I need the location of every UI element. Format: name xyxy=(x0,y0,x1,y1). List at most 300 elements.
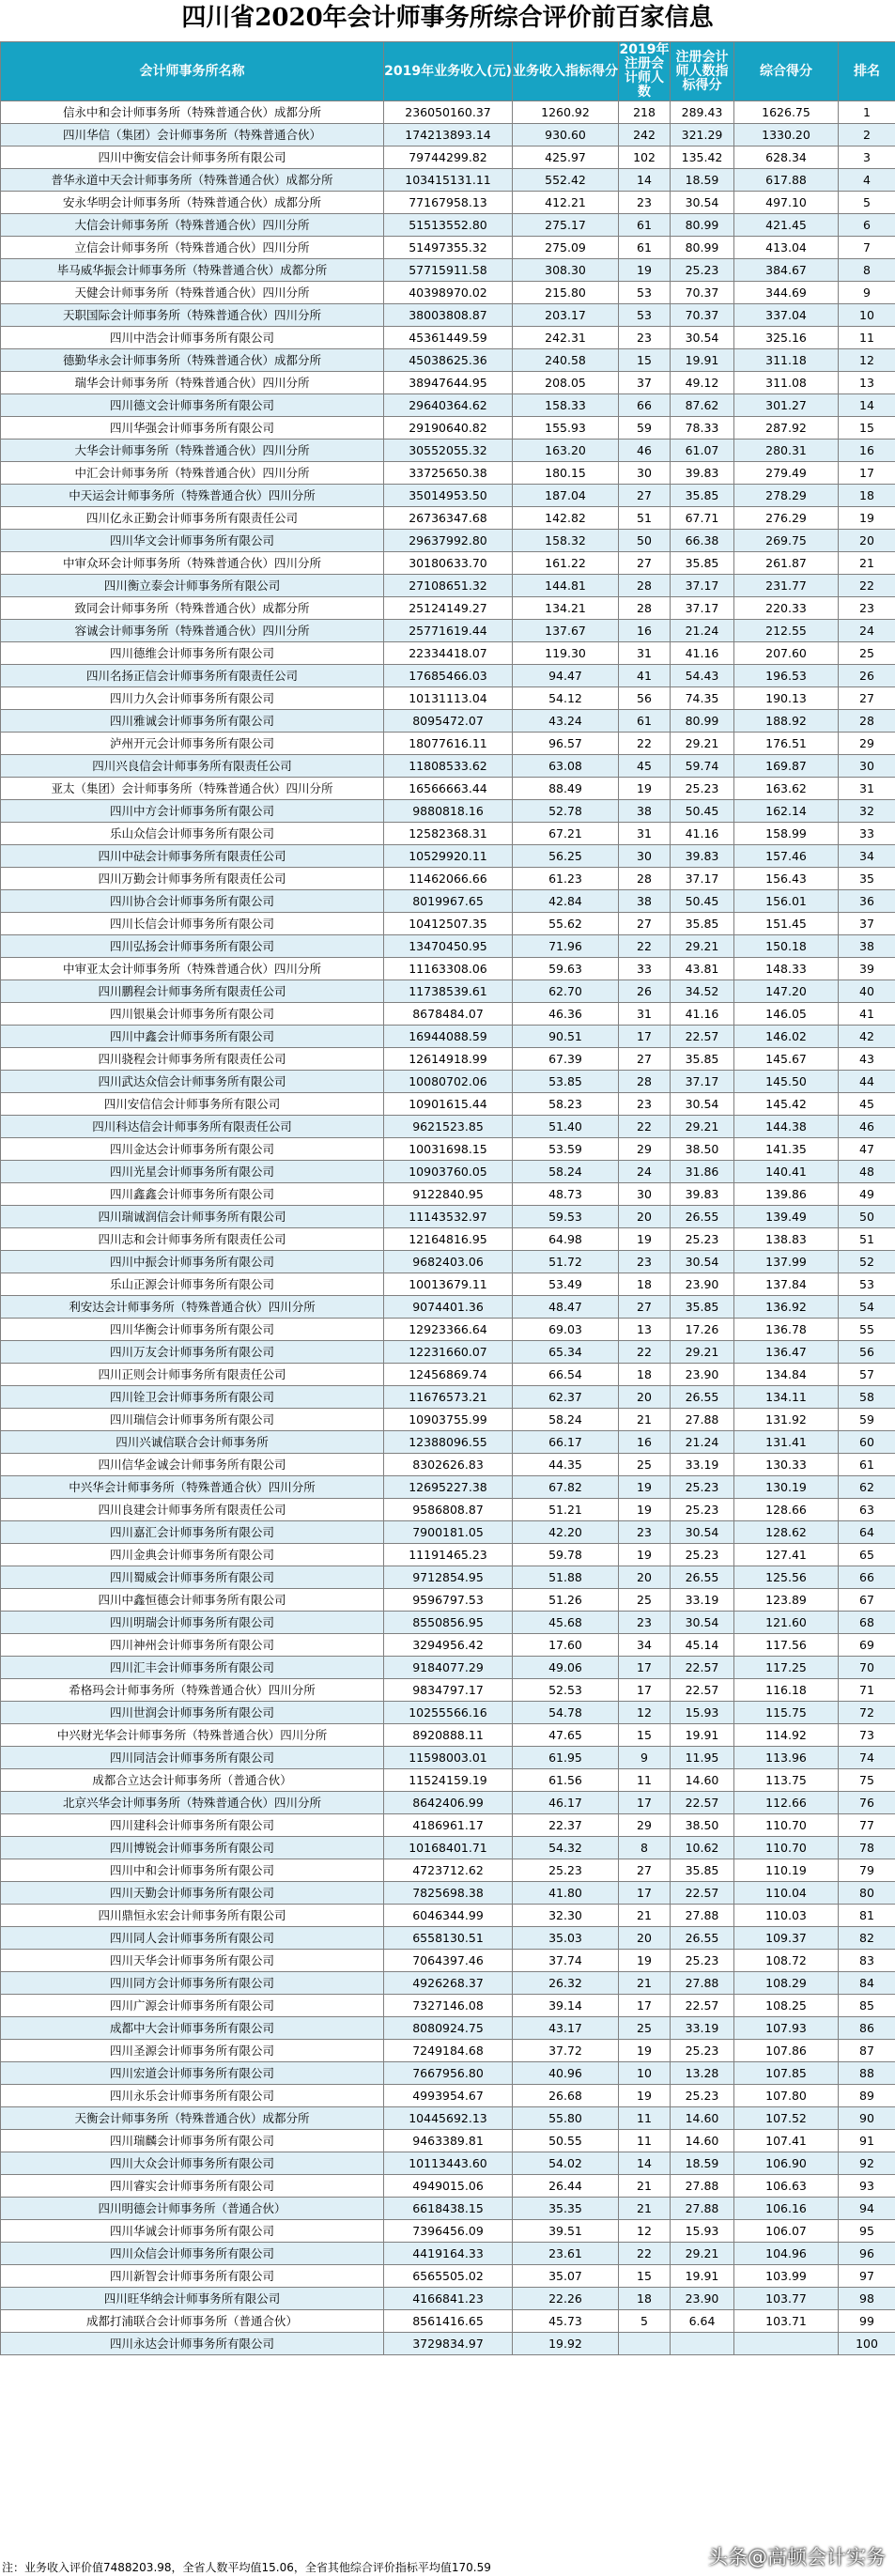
cell-cpa-score: 29.21 xyxy=(671,1341,734,1364)
cell-revenue: 25771619.44 xyxy=(384,620,513,642)
table-row xyxy=(1,1431,895,1454)
cell-rank: 34 xyxy=(839,845,895,868)
cell-cpa-count: 19 xyxy=(619,1499,671,1521)
column-header-revenue: 2019年业务收入(元) xyxy=(384,42,513,101)
cell-rank: 28 xyxy=(839,710,895,733)
cell-revenue-score: 54.12 xyxy=(513,687,619,710)
cell-firm-name: 四川骁程会计师事务所有限责任公司 xyxy=(1,1048,384,1071)
cell-revenue-score: 69.03 xyxy=(513,1319,619,1341)
cell-cpa-count: 13 xyxy=(619,1319,671,1341)
table-row xyxy=(1,1972,895,1995)
table-row xyxy=(1,440,895,462)
cell-revenue-score: 26.68 xyxy=(513,2085,619,2107)
cell-total-score: 123.89 xyxy=(734,1589,839,1612)
cell-revenue-score: 40.96 xyxy=(513,2062,619,2085)
cell-revenue: 10412507.35 xyxy=(384,913,513,935)
cell-rank: 41 xyxy=(839,1003,895,1026)
cell-revenue-score: 308.30 xyxy=(513,259,619,282)
cell-cpa-count: 19 xyxy=(619,2085,671,2107)
cell-revenue: 26736347.68 xyxy=(384,507,513,530)
cell-revenue-score: 275.09 xyxy=(513,237,619,259)
cell-cpa-score: 321.29 xyxy=(671,124,734,147)
cell-firm-name: 四川银巢会计师事务所有限公司 xyxy=(1,1003,384,1026)
table-body xyxy=(1,101,895,2355)
cell-firm-name: 四川明瑞会计师事务所有限公司 xyxy=(1,1612,384,1634)
cell-rank: 16 xyxy=(839,440,895,462)
cell-total-score: 196.53 xyxy=(734,665,839,687)
cell-total-score: 212.55 xyxy=(734,620,839,642)
table-row xyxy=(1,642,895,665)
cell-revenue: 77167958.13 xyxy=(384,192,513,214)
cell-total-score: 110.70 xyxy=(734,1837,839,1859)
cell-revenue: 9586808.87 xyxy=(384,1499,513,1521)
table-row xyxy=(1,2198,895,2220)
cell-rank: 69 xyxy=(839,1634,895,1657)
cell-firm-name: 四川永达会计师事务所有限公司 xyxy=(1,2333,384,2355)
cell-firm-name: 四川协合会计师事务所有限公司 xyxy=(1,890,384,913)
cell-revenue: 9834797.17 xyxy=(384,1679,513,1702)
cell-revenue: 13470450.95 xyxy=(384,935,513,958)
cell-revenue: 12695227.38 xyxy=(384,1476,513,1499)
cell-total-score: 127.41 xyxy=(734,1544,839,1566)
cell-revenue-score: 56.25 xyxy=(513,845,619,868)
document-title: 四川省2020年会计师事务所综合评价前百家信息 xyxy=(181,4,714,32)
cell-cpa-count: 21 xyxy=(619,2198,671,2220)
cell-cpa-score: 19.91 xyxy=(671,2265,734,2288)
cell-revenue: 30552055.32 xyxy=(384,440,513,462)
cell-total-score: 110.70 xyxy=(734,1814,839,1837)
cell-revenue: 10445692.13 xyxy=(384,2107,513,2130)
cell-cpa-count: 53 xyxy=(619,282,671,304)
cell-revenue-score: 51.40 xyxy=(513,1116,619,1138)
cell-firm-name: 四川华诚会计师事务所有限公司 xyxy=(1,2220,384,2243)
cell-revenue: 30180633.70 xyxy=(384,552,513,575)
table-row xyxy=(1,2265,895,2288)
cell-total-score: 207.60 xyxy=(734,642,839,665)
cell-rank: 59 xyxy=(839,1409,895,1431)
cell-total-score: 131.92 xyxy=(734,1409,839,1431)
table-row xyxy=(1,2130,895,2152)
cell-revenue-score: 94.47 xyxy=(513,665,619,687)
cell-total-score: 287.92 xyxy=(734,417,839,440)
cell-revenue-score: 51.21 xyxy=(513,1499,619,1521)
cell-cpa-count: 30 xyxy=(619,845,671,868)
cell-rank: 83 xyxy=(839,1950,895,1972)
table-row xyxy=(1,1071,895,1093)
cell-rank: 62 xyxy=(839,1476,895,1499)
cell-cpa-score: 22.57 xyxy=(671,1882,734,1905)
cell-revenue-score: 187.04 xyxy=(513,485,619,507)
cell-revenue-score: 35.35 xyxy=(513,2198,619,2220)
cell-cpa-count: 28 xyxy=(619,868,671,890)
cell-revenue: 4723712.62 xyxy=(384,1859,513,1882)
cell-revenue-score: 161.22 xyxy=(513,552,619,575)
ranking-table xyxy=(0,41,895,2355)
cell-cpa-count: 61 xyxy=(619,237,671,259)
table-row xyxy=(1,1837,895,1859)
cell-revenue: 10255566.16 xyxy=(384,1702,513,1724)
cell-cpa-count: 12 xyxy=(619,2220,671,2243)
cell-firm-name: 四川中砝会计师事务所有限责任公司 xyxy=(1,845,384,868)
cell-total-score: 497.10 xyxy=(734,192,839,214)
table-row xyxy=(1,755,895,778)
cell-revenue: 3294956.42 xyxy=(384,1634,513,1657)
cell-revenue: 9463389.81 xyxy=(384,2130,513,2152)
cell-total-score: 107.85 xyxy=(734,2062,839,2085)
table-row xyxy=(1,1454,895,1476)
cell-rank: 76 xyxy=(839,1792,895,1814)
cell-total-score: 106.63 xyxy=(734,2175,839,2198)
cell-revenue-score: 144.81 xyxy=(513,575,619,597)
cell-revenue-score: 22.37 xyxy=(513,1814,619,1837)
cell-cpa-score: 30.54 xyxy=(671,1612,734,1634)
cell-rank: 75 xyxy=(839,1769,895,1792)
cell-cpa-score: 37.17 xyxy=(671,1071,734,1093)
cell-cpa-count xyxy=(619,2333,671,2355)
cell-cpa-count: 21 xyxy=(619,2175,671,2198)
cell-total-score: 110.03 xyxy=(734,1905,839,1927)
cell-rank: 64 xyxy=(839,1521,895,1544)
cell-cpa-count: 23 xyxy=(619,327,671,349)
cell-rank: 68 xyxy=(839,1612,895,1634)
cell-cpa-count: 29 xyxy=(619,1138,671,1161)
table-row xyxy=(1,845,895,868)
cell-rank: 14 xyxy=(839,394,895,417)
cell-cpa-score: 17.26 xyxy=(671,1319,734,1341)
cell-revenue: 8678484.07 xyxy=(384,1003,513,1026)
cell-rank: 88 xyxy=(839,2062,895,2085)
cell-total-score: 280.31 xyxy=(734,440,839,462)
cell-cpa-score: 43.81 xyxy=(671,958,734,980)
cell-total-score: 103.77 xyxy=(734,2288,839,2310)
table-row xyxy=(1,2040,895,2062)
cell-cpa-score: 59.74 xyxy=(671,755,734,778)
cell-cpa-score: 22.57 xyxy=(671,1657,734,1679)
cell-total-score: 617.88 xyxy=(734,169,839,192)
cell-firm-name: 立信会计师事务所（特殊普通合伙）四川分所 xyxy=(1,237,384,259)
cell-firm-name: 普华永道中天会计师事务所（特殊普通合伙）成都分所 xyxy=(1,169,384,192)
table-row xyxy=(1,1251,895,1273)
cell-revenue-score: 54.78 xyxy=(513,1702,619,1724)
cell-rank: 55 xyxy=(839,1319,895,1341)
cell-total-score: 150.18 xyxy=(734,935,839,958)
table-row xyxy=(1,620,895,642)
table-row xyxy=(1,1679,895,1702)
cell-cpa-count: 218 xyxy=(619,101,671,124)
cell-revenue-score: 55.62 xyxy=(513,913,619,935)
cell-cpa-score: 41.16 xyxy=(671,1003,734,1026)
table-row xyxy=(1,1950,895,1972)
table-row xyxy=(1,1612,895,1634)
cell-rank: 57 xyxy=(839,1364,895,1386)
cell-revenue-score: 44.35 xyxy=(513,1454,619,1476)
cell-total-score: 108.72 xyxy=(734,1950,839,1972)
cell-rank: 23 xyxy=(839,597,895,620)
cell-revenue: 11598003.01 xyxy=(384,1747,513,1769)
cell-total-score: 125.56 xyxy=(734,1566,839,1589)
cell-cpa-count: 59 xyxy=(619,417,671,440)
cell-total-score: 176.51 xyxy=(734,733,839,755)
table-row xyxy=(1,1116,895,1138)
cell-total-score: 113.75 xyxy=(734,1769,839,1792)
cell-total-score: 107.41 xyxy=(734,2130,839,2152)
cell-revenue-score: 552.42 xyxy=(513,169,619,192)
cell-revenue: 11808533.62 xyxy=(384,755,513,778)
cell-revenue: 4926268.37 xyxy=(384,1972,513,1995)
table-row xyxy=(1,417,895,440)
cell-revenue: 9880818.16 xyxy=(384,800,513,823)
cell-revenue-score: 63.08 xyxy=(513,755,619,778)
cell-revenue-score: 46.36 xyxy=(513,1003,619,1026)
table-row xyxy=(1,1566,895,1589)
cell-revenue: 8019967.65 xyxy=(384,890,513,913)
cell-revenue: 51513552.80 xyxy=(384,214,513,237)
cell-rank: 73 xyxy=(839,1724,895,1747)
cell-revenue: 8095472.07 xyxy=(384,710,513,733)
cell-revenue-score: 49.06 xyxy=(513,1657,619,1679)
cell-revenue-score: 275.17 xyxy=(513,214,619,237)
cell-cpa-score: 25.23 xyxy=(671,1499,734,1521)
cell-cpa-score: 39.83 xyxy=(671,1183,734,1206)
cell-cpa-score: 30.54 xyxy=(671,327,734,349)
cell-total-score: 344.69 xyxy=(734,282,839,304)
cell-cpa-score: 14.60 xyxy=(671,2130,734,2152)
cell-cpa-count: 38 xyxy=(619,890,671,913)
cell-revenue-score: 88.49 xyxy=(513,778,619,800)
table-row xyxy=(1,192,895,214)
cell-cpa-count: 28 xyxy=(619,597,671,620)
cell-cpa-score: 35.85 xyxy=(671,485,734,507)
cell-cpa-score: 10.62 xyxy=(671,1837,734,1859)
cell-cpa-score: 135.42 xyxy=(671,147,734,169)
cell-rank: 71 xyxy=(839,1679,895,1702)
cell-firm-name: 四川广源会计师事务所有限公司 xyxy=(1,1995,384,2017)
cell-firm-name: 容诚会计师事务所（特殊普通合伙）四川分所 xyxy=(1,620,384,642)
cell-cpa-score: 26.55 xyxy=(671,1927,734,1950)
cell-cpa-count: 27 xyxy=(619,913,671,935)
cell-total-score: 301.27 xyxy=(734,394,839,417)
cell-cpa-count: 21 xyxy=(619,1409,671,1431)
column-header-total-score: 综合得分 xyxy=(734,42,839,101)
cell-total-score: 106.16 xyxy=(734,2198,839,2220)
cell-revenue: 57715911.58 xyxy=(384,259,513,282)
cell-revenue-score: 61.23 xyxy=(513,868,619,890)
cell-cpa-score: 23.90 xyxy=(671,1273,734,1296)
cell-firm-name: 成都打浦联合会计师事务所（普通合伙） xyxy=(1,2310,384,2333)
cell-cpa-count: 19 xyxy=(619,259,671,282)
cell-rank: 1 xyxy=(839,101,895,124)
cell-cpa-count: 24 xyxy=(619,1161,671,1183)
cell-revenue-score: 65.34 xyxy=(513,1341,619,1364)
cell-rank: 33 xyxy=(839,823,895,845)
cell-revenue-score: 37.74 xyxy=(513,1950,619,1972)
table-row xyxy=(1,958,895,980)
table-row xyxy=(1,1206,895,1228)
cell-revenue-score: 26.44 xyxy=(513,2175,619,2198)
cell-total-score: 108.25 xyxy=(734,1995,839,2017)
cell-firm-name: 四川世润会计师事务所有限公司 xyxy=(1,1702,384,1724)
cell-total-score: 140.41 xyxy=(734,1161,839,1183)
cell-cpa-score: 26.55 xyxy=(671,1566,734,1589)
cell-rank: 70 xyxy=(839,1657,895,1679)
cell-firm-name: 四川兴良信会计师事务所有限责任公司 xyxy=(1,755,384,778)
cell-total-score: 1626.75 xyxy=(734,101,839,124)
cell-firm-name: 四川中和会计师事务所有限公司 xyxy=(1,1859,384,1882)
cell-cpa-count: 102 xyxy=(619,147,671,169)
cell-rank: 97 xyxy=(839,2265,895,2288)
cell-firm-name: 四川圣源会计师事务所有限公司 xyxy=(1,2040,384,2062)
cell-revenue: 6046344.99 xyxy=(384,1905,513,1927)
cell-cpa-count: 22 xyxy=(619,733,671,755)
table-row xyxy=(1,1589,895,1612)
cell-revenue: 4949015.06 xyxy=(384,2175,513,2198)
cell-firm-name: 四川旺华纳会计师事务所有限公司 xyxy=(1,2288,384,2310)
table-row xyxy=(1,282,895,304)
cell-revenue: 6558130.51 xyxy=(384,1927,513,1950)
cell-total-score: 141.35 xyxy=(734,1138,839,1161)
cell-firm-name: 四川武达众信会计师事务所有限公司 xyxy=(1,1071,384,1093)
cell-revenue: 10031698.15 xyxy=(384,1138,513,1161)
table-row xyxy=(1,800,895,823)
cell-cpa-score: 25.23 xyxy=(671,1476,734,1499)
cell-firm-name: 中审众环会计师事务所（特殊普通合伙）四川分所 xyxy=(1,552,384,575)
cell-total-score: 413.04 xyxy=(734,237,839,259)
table-row xyxy=(1,1521,895,1544)
cell-cpa-score: 41.16 xyxy=(671,642,734,665)
cell-firm-name: 致同会计师事务所（特殊普通合伙）成都分所 xyxy=(1,597,384,620)
cell-rank: 46 xyxy=(839,1116,895,1138)
cell-rank: 36 xyxy=(839,890,895,913)
cell-rank: 100 xyxy=(839,2333,895,2355)
table-row xyxy=(1,2175,895,2198)
cell-total-score: 311.18 xyxy=(734,349,839,372)
table-row xyxy=(1,1769,895,1792)
cell-firm-name: 四川同人会计师事务所有限公司 xyxy=(1,1927,384,1950)
cell-rank: 39 xyxy=(839,958,895,980)
cell-firm-name: 四川正则会计师事务所有限责任公司 xyxy=(1,1364,384,1386)
cell-total-score: 190.13 xyxy=(734,687,839,710)
cell-revenue: 12456869.74 xyxy=(384,1364,513,1386)
cell-firm-name: 希格玛会计师事务所（特殊普通合伙）四川分所 xyxy=(1,1679,384,1702)
cell-cpa-score: 29.21 xyxy=(671,2243,734,2265)
cell-firm-name: 四川中浩会计师事务所有限公司 xyxy=(1,327,384,349)
cell-cpa-score: 54.43 xyxy=(671,665,734,687)
cell-firm-name: 瑞华会计师事务所（特殊普通合伙）四川分所 xyxy=(1,372,384,394)
cell-cpa-count: 31 xyxy=(619,642,671,665)
cell-rank: 25 xyxy=(839,642,895,665)
cell-revenue-score: 35.03 xyxy=(513,1927,619,1950)
cell-rank: 72 xyxy=(839,1702,895,1724)
cell-rank: 90 xyxy=(839,2107,895,2130)
cell-rank: 82 xyxy=(839,1927,895,1950)
cell-total-score: 106.90 xyxy=(734,2152,839,2175)
cell-cpa-count: 27 xyxy=(619,1048,671,1071)
cell-cpa-score: 35.85 xyxy=(671,1296,734,1319)
cell-cpa-score: 25.23 xyxy=(671,2040,734,2062)
cell-total-score: 384.67 xyxy=(734,259,839,282)
table-row xyxy=(1,1409,895,1431)
cell-revenue: 11163308.06 xyxy=(384,958,513,980)
table-row xyxy=(1,1814,895,1837)
table-row xyxy=(1,575,895,597)
cell-revenue: 236050160.37 xyxy=(384,101,513,124)
cell-cpa-count: 51 xyxy=(619,507,671,530)
cell-cpa-score: 34.52 xyxy=(671,980,734,1003)
cell-cpa-count: 25 xyxy=(619,1589,671,1612)
cell-cpa-score: 61.07 xyxy=(671,440,734,462)
cell-total-score: 162.14 xyxy=(734,800,839,823)
cell-firm-name: 四川华文会计师事务所有限公司 xyxy=(1,530,384,552)
cell-firm-name: 四川睿实会计师事务所有限公司 xyxy=(1,2175,384,2198)
cell-revenue-score: 240.58 xyxy=(513,349,619,372)
table-row xyxy=(1,304,895,327)
cell-revenue: 9184077.29 xyxy=(384,1657,513,1679)
cell-revenue: 12614918.99 xyxy=(384,1048,513,1071)
cell-cpa-score: 21.24 xyxy=(671,620,734,642)
cell-firm-name: 中审亚太会计师事务所（特殊普通合伙）四川分所 xyxy=(1,958,384,980)
cell-cpa-count: 50 xyxy=(619,530,671,552)
cell-rank: 12 xyxy=(839,349,895,372)
cell-cpa-score: 67.71 xyxy=(671,507,734,530)
cell-rank: 37 xyxy=(839,913,895,935)
cell-cpa-count: 17 xyxy=(619,1679,671,1702)
cell-cpa-count: 56 xyxy=(619,687,671,710)
cell-revenue-score: 163.20 xyxy=(513,440,619,462)
cell-total-score: 169.87 xyxy=(734,755,839,778)
cell-cpa-score: 41.16 xyxy=(671,823,734,845)
cell-cpa-count: 53 xyxy=(619,304,671,327)
cell-total-score: 136.92 xyxy=(734,1296,839,1319)
cell-revenue: 10168401.71 xyxy=(384,1837,513,1859)
cell-firm-name: 四川万友会计师事务所有限公司 xyxy=(1,1341,384,1364)
cell-firm-name: 泸州开元会计师事务所有限公司 xyxy=(1,733,384,755)
cell-cpa-count: 23 xyxy=(619,192,671,214)
cell-cpa-score: 31.86 xyxy=(671,1161,734,1183)
table-header-row xyxy=(1,42,895,101)
cell-revenue: 79744299.82 xyxy=(384,147,513,169)
cell-cpa-score: 27.88 xyxy=(671,1972,734,1995)
cell-cpa-score: 19.91 xyxy=(671,349,734,372)
cell-revenue-score: 41.80 xyxy=(513,1882,619,1905)
cell-revenue: 12923366.64 xyxy=(384,1319,513,1341)
cell-cpa-score: 37.17 xyxy=(671,597,734,620)
cell-total-score: 163.62 xyxy=(734,778,839,800)
cell-revenue-score: 180.15 xyxy=(513,462,619,485)
cell-cpa-count: 15 xyxy=(619,349,671,372)
cell-cpa-count: 30 xyxy=(619,462,671,485)
cell-total-score: 139.86 xyxy=(734,1183,839,1206)
cell-rank: 19 xyxy=(839,507,895,530)
cell-revenue-score: 26.32 xyxy=(513,1972,619,1995)
cell-revenue-score: 42.20 xyxy=(513,1521,619,1544)
cell-firm-name: 四川瑞麟会计师事务所有限公司 xyxy=(1,2130,384,2152)
cell-revenue-score: 55.80 xyxy=(513,2107,619,2130)
cell-rank: 21 xyxy=(839,552,895,575)
cell-revenue-score: 35.07 xyxy=(513,2265,619,2288)
cell-revenue: 12164816.95 xyxy=(384,1228,513,1251)
table-row xyxy=(1,710,895,733)
table-row xyxy=(1,1747,895,1769)
cell-firm-name: 四川明德会计师事务所（普通合伙） xyxy=(1,2198,384,2220)
cell-firm-name: 成都中大会计师事务所有限公司 xyxy=(1,2017,384,2040)
cell-rank: 58 xyxy=(839,1386,895,1409)
cell-firm-name: 成都合立达会计师事务所（普通合伙） xyxy=(1,1769,384,1792)
column-header-revenue-score: 业务收入指标得分 xyxy=(513,42,619,101)
cell-firm-name: 四川瑞诚润信会计师事务所有限公司 xyxy=(1,1206,384,1228)
cell-rank: 26 xyxy=(839,665,895,687)
cell-revenue: 16944088.59 xyxy=(384,1026,513,1048)
cell-cpa-count: 10 xyxy=(619,2062,671,2085)
